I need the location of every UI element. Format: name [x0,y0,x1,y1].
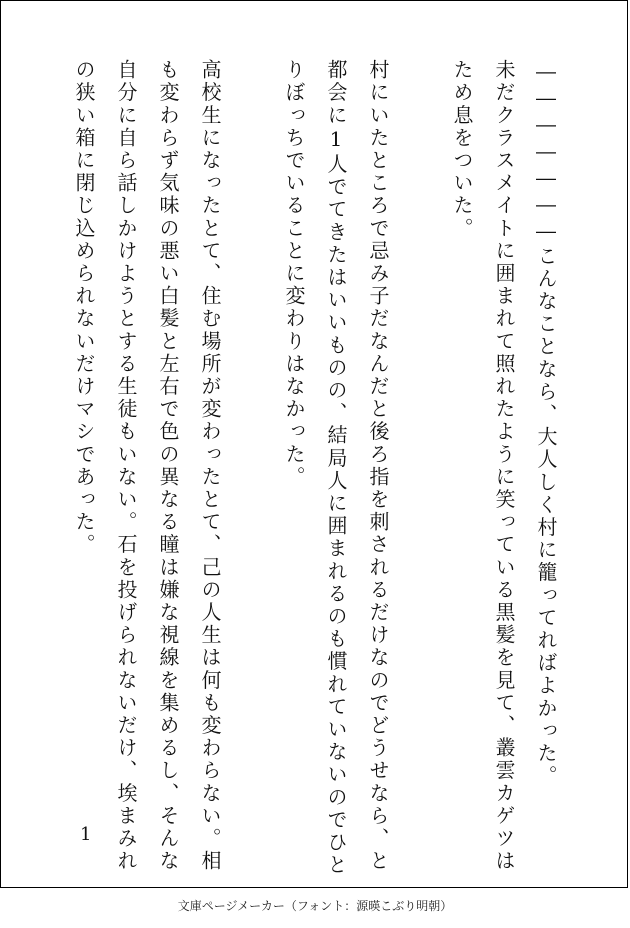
footer-caption: 文庫ページメーカー（フォント：源暎こぶり明朝） [177,899,453,913]
text-line: 都会に1人でてきたはいいものの、結局人に囲まれるのも慣れていないのでひと [324,59,348,877]
text-line: ―――――――こんなことなら、大人しく村に籠ってればよかった。 [534,59,558,788]
text-line: りぼっちでいることに変わりはなかった。 [282,59,306,489]
text-line: 自分に自ら話しかけようとする生徒もいない。石を投げられないだけ、埃まみれ [114,59,138,873]
text-line: も変わらず気味の悪い白髪と左右で色の異なる瞳は嫌な視線を集めるし、そんな [156,59,180,873]
text-line: 村にいたところで忌み子だなんだと後ろ指を刺されるだけなのでどうせなら、と [366,59,390,873]
text-line: の狭い箱に閉じ込められないだけマシであった。 [72,59,96,557]
page-number: 1 [80,824,92,845]
text-line: ため息をついた。 [450,59,474,240]
text-line: 未だクラスメイトに囲まれて照れたように笑っている黒髪を見て、叢雲カゲツは [492,59,516,873]
text-line: 高校生になったとて、住む場所が変わったとて、己の人生は何も変わらない。相 [198,59,222,873]
